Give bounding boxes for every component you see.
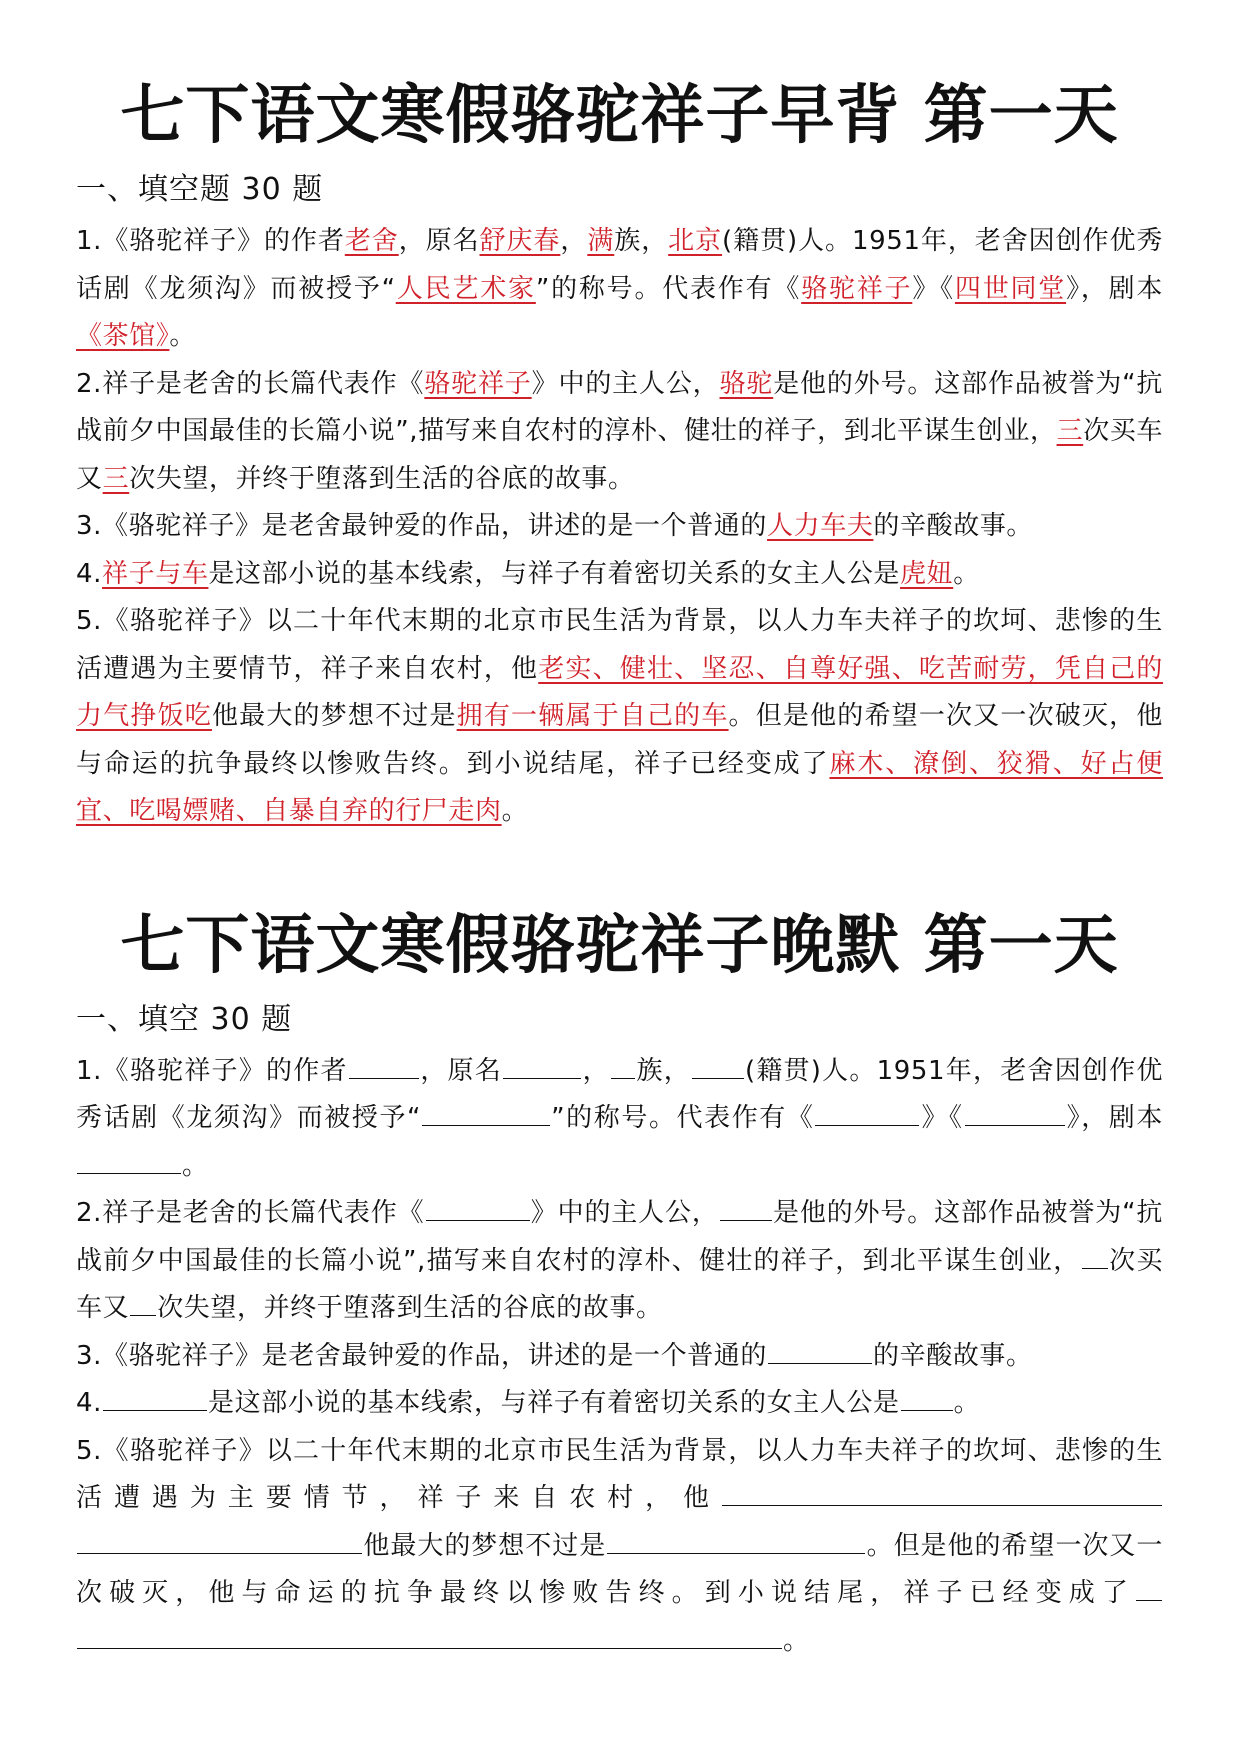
text-segment: 1.《骆驼祥子》的作者	[76, 1055, 348, 1086]
text-segment: 族，	[614, 226, 669, 256]
morning-question-5	[76, 598, 1163, 836]
text-segment: ，	[560, 226, 588, 256]
answer-novel: 骆驼祥子	[424, 368, 532, 399]
evening-question-3	[76, 1333, 1163, 1381]
text-segment: 5.《骆驼祥子》以二十年代末期的北京市民生活为背景，以人力车夫祥子的坎坷、悲惨的生活遭遇为主要情节，祥子来自农村，他	[76, 1435, 1163, 1513]
blank-character-traits[interactable]	[722, 1479, 1162, 1506]
answer-final-state: 麻木、潦倒、狡猾、好占便宜、吃喝嫖赌、自暴自弃的行尸走肉	[76, 748, 1164, 826]
text-segment: 是这部小说的基本线索，与祥子有着密切关系的女主人公是	[208, 1388, 900, 1418]
answer-work-2: 四世同堂	[954, 273, 1067, 304]
blank-main-thread[interactable]	[103, 1384, 207, 1411]
text-segment: ”的称号。代表作有《	[551, 1103, 815, 1133]
blank-original-name[interactable]	[503, 1052, 581, 1079]
evening-section	[76, 908, 1163, 1666]
text-segment: 。	[182, 1150, 209, 1181]
answer-work-1: 骆驼祥子	[801, 273, 913, 304]
text-segment: 2.祥子是老舍的长篇代表作《	[76, 368, 425, 399]
morning-title: 七下语文寒假骆驼祥子早背 第一天	[120, 79, 1119, 153]
answer-heroine: 虎妞	[900, 558, 954, 589]
text-segment: 。	[783, 1625, 810, 1656]
blank-final-state-cont[interactable]	[77, 1622, 782, 1649]
blank-buy-count[interactable]	[1082, 1242, 1108, 1269]
text-segment: 的辛酸故事。	[873, 1340, 1033, 1371]
text-segment: 族，	[635, 1055, 691, 1086]
blank-work-1[interactable]	[815, 1099, 919, 1126]
text-segment: ，	[582, 1055, 610, 1086]
blank-work-2[interactable]	[965, 1099, 1065, 1126]
blank-fail-count[interactable]	[130, 1289, 156, 1316]
text-segment: 。	[953, 1388, 981, 1418]
morning-section	[76, 0, 1163, 836]
evening-question-4	[76, 1380, 1163, 1428]
text-segment: 》，剧本	[1066, 273, 1164, 304]
morning-question-3	[76, 503, 1163, 551]
text-segment: 次失望，并终于堕落到生活的谷底的故事。	[129, 463, 635, 494]
text-segment: 。	[501, 796, 529, 826]
text-segment: (籍贯)人。1951年，老舍因创作优秀话剧《龙须沟》而被授予“	[76, 226, 1164, 304]
answer-original-name: 舒庆春	[479, 226, 561, 256]
text-segment: 。但是他的希望一次又一次破灭，他与命运的抗争最终以惨败告终。到小说结尾，祥子已经变成了	[76, 701, 1163, 779]
text-segment: 的辛酸故事。	[873, 511, 1034, 541]
evening-question-1	[76, 1048, 1163, 1191]
blank-play[interactable]	[77, 1147, 181, 1174]
text-segment: (籍贯)人。1951年，老舍因创作优秀话剧《龙须沟》而被授予“	[76, 1055, 1163, 1133]
text-segment: 》中的主人公，	[531, 368, 720, 399]
text-segment: 4.	[76, 1388, 103, 1418]
text-segment: 3.《骆驼祥子》是老舍最钟爱的作品，讲述的是一个普通的	[76, 1340, 768, 1371]
answer-character-traits: 老实、健壮、坚忍、自尊好强、吃苦耐劳，凭自己的力气挣饭吃	[76, 653, 1164, 731]
blank-final-state[interactable]	[1136, 1574, 1162, 1601]
text-segment: 2.祥子是老舍的长篇代表作《	[76, 1198, 425, 1228]
answer-author: 老舍	[344, 226, 399, 256]
evening-title: 七下语文寒假骆驼祥子晚默 第一天	[120, 908, 1119, 983]
text-segment: 4.	[76, 558, 103, 589]
blank-honor-title[interactable]	[422, 1099, 550, 1126]
text-segment: 3.《骆驼祥子》是老舍最钟爱的作品，讲述的是一个普通的	[76, 511, 768, 541]
answer-main-thread: 祥子与车	[102, 558, 209, 589]
text-segment: 次买车又	[76, 416, 1163, 494]
blank-dream[interactable]	[607, 1527, 865, 1554]
answer-play: 《茶馆》	[76, 321, 170, 351]
blank-novel[interactable]	[426, 1194, 530, 1221]
text-segment: 》《	[920, 1103, 964, 1133]
text-segment: 是他的外号。这部作品被誉为“抗战前夕中国最佳的长篇小说”,描写来自农村的淳朴、健壮的祥子，到北平谋生创业，	[76, 368, 1164, 446]
morning-question-1	[76, 218, 1163, 361]
answer-dream: 拥有一辆属于自己的车	[456, 701, 729, 731]
blank-occupation[interactable]	[768, 1337, 872, 1364]
text-segment: 是这部小说的基本线索，与祥子有着密切关系的女主人公是	[208, 558, 901, 589]
answer-occupation: 人力车夫	[767, 511, 874, 541]
text-segment: ，原名	[419, 1055, 502, 1086]
morning-subheading: 一、填空题 30 题	[76, 172, 324, 207]
text-segment: 1.《骆驼祥子》的作者	[76, 226, 345, 256]
blank-nickname[interactable]	[720, 1194, 772, 1221]
answer-nickname: 骆驼	[719, 368, 774, 399]
answer-honor-title: 人民艺术家	[395, 273, 536, 304]
blank-heroine[interactable]	[901, 1384, 953, 1411]
text-segment: ”的称号。代表作有《	[535, 273, 802, 304]
text-segment: ，原名	[398, 226, 480, 256]
blank-ethnicity[interactable]	[611, 1052, 635, 1079]
blank-hometown[interactable]	[692, 1052, 744, 1079]
text-segment: 5.《骆驼祥子》以二十年代末期的北京市民生活为背景，以人力车夫祥子的坎坷、悲惨的生活遭遇为主要情节，祥子来自农村，他	[76, 606, 1163, 684]
text-segment: 次买车又	[76, 1245, 1163, 1323]
answer-hometown: 北京	[668, 226, 723, 256]
answer-ethnicity: 满	[587, 226, 615, 256]
morning-question-2	[76, 361, 1163, 504]
text-segment: 》，剧本	[1065, 1103, 1163, 1133]
evening-question-2	[76, 1190, 1163, 1333]
text-segment: 是他的外号。这部作品被誉为“抗战前夕中国最佳的长篇小说”,描写来自农村的淳朴、健壮的祥子，到北平谋生创业，	[76, 1198, 1163, 1276]
evening-question-5	[76, 1428, 1163, 1666]
blank-author[interactable]	[349, 1052, 419, 1079]
blank-character-traits-cont[interactable]	[77, 1527, 362, 1554]
morning-question-4	[76, 551, 1163, 599]
evening-subheading: 一、填空 30 题	[76, 1001, 293, 1037]
text-segment: 。但是他的希望一次又一次破灭，他与命运的抗争最终以惨败告终。到小说结尾，祥子已经变成了	[76, 1530, 1163, 1608]
text-segment: 》《	[912, 273, 955, 304]
text-segment: 》中的主人公，	[530, 1198, 719, 1228]
text-segment: 他最大的梦想不过是	[211, 701, 457, 731]
text-segment: 。	[953, 558, 980, 589]
text-segment: 他最大的梦想不过是	[363, 1530, 607, 1561]
answer-buy-count: 三	[1056, 416, 1084, 446]
text-segment: 。	[169, 321, 197, 351]
answer-fail-count: 三	[102, 463, 130, 494]
text-segment: 次失望，并终于堕落到生活的谷底的故事。	[157, 1293, 663, 1323]
